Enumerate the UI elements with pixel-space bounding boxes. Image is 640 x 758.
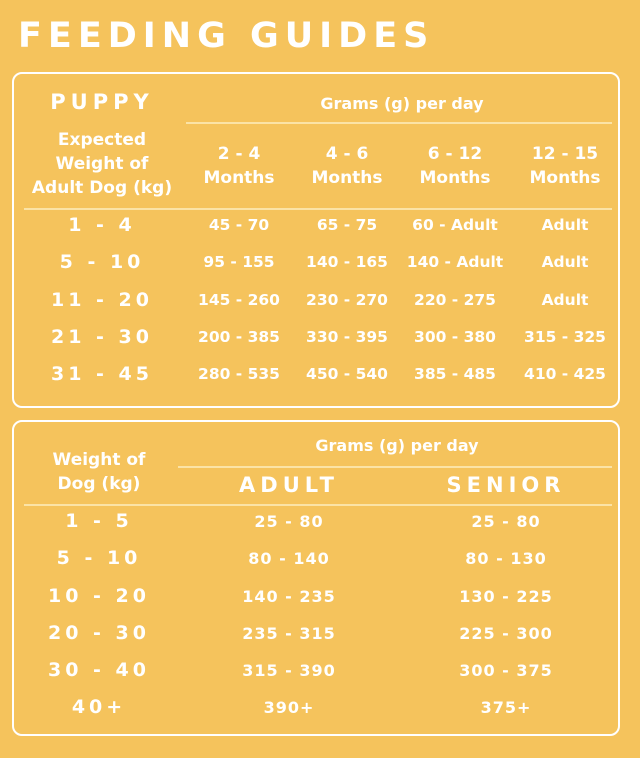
grams-cell: 140 - Adult xyxy=(406,253,504,271)
senior-grams-cell: 25 - 80 xyxy=(471,512,541,531)
weight-range: 5 - 10 xyxy=(56,547,142,569)
weight-range: 20 - 30 xyxy=(48,622,150,644)
adult-weight-header-line: Weight of xyxy=(52,450,146,470)
senior-grams-cell: 375+ xyxy=(480,698,532,717)
adult-table-divider xyxy=(24,504,612,506)
adult-header-divider xyxy=(178,466,612,468)
puppy-weight-header-line: Weight of xyxy=(55,154,149,174)
adult-weight-header xyxy=(14,448,184,496)
age-unit: Months xyxy=(529,168,601,188)
puppy-weight-header xyxy=(14,128,190,200)
grams-cell: Adult xyxy=(541,291,589,309)
puppy-age-column-header xyxy=(184,142,294,190)
adult-weight-header-line: Dog (kg) xyxy=(57,474,141,494)
grams-cell: 200 - 385 xyxy=(198,328,280,346)
senior-grams-cell: 130 - 225 xyxy=(459,587,553,606)
adult-column-header: ADULT xyxy=(239,473,339,497)
age-unit: Months xyxy=(311,168,383,188)
grams-cell: 145 - 260 xyxy=(198,291,280,309)
adult-grams-cell: 235 - 315 xyxy=(242,624,336,643)
age-range: 12 - 15 xyxy=(531,144,599,164)
grams-cell: Adult xyxy=(541,253,589,271)
weight-range: 1 - 5 xyxy=(65,510,133,532)
weight-range: 30 - 40 xyxy=(48,659,150,681)
adult-grams-cell: 140 - 235 xyxy=(242,587,336,606)
grams-cell: 95 - 155 xyxy=(203,253,275,271)
grams-cell: 330 - 395 xyxy=(306,328,388,346)
senior-grams-cell: 300 - 375 xyxy=(459,661,553,680)
senior-grams-cell: 80 - 130 xyxy=(465,549,547,568)
age-range: 6 - 12 xyxy=(427,144,483,164)
grams-cell: 385 - 485 xyxy=(414,365,496,383)
grams-cell: Adult xyxy=(541,216,589,234)
puppy-age-column-header xyxy=(400,142,510,190)
page-title: FEEDING GUIDES xyxy=(18,16,435,56)
puppy-age-column-header xyxy=(510,142,620,190)
age-range: 4 - 6 xyxy=(325,144,369,164)
grams-cell: 65 - 75 xyxy=(316,216,378,234)
senior-grams-cell: 225 - 300 xyxy=(459,624,553,643)
adult-grams-cell: 80 - 140 xyxy=(248,549,330,568)
grams-cell: 220 - 275 xyxy=(414,291,496,309)
grams-cell: 230 - 270 xyxy=(306,291,388,309)
grams-cell: 280 - 535 xyxy=(198,365,280,383)
weight-range: 31 - 45 xyxy=(51,363,153,385)
weight-range: 40+ xyxy=(71,696,127,718)
age-unit: Months xyxy=(419,168,491,188)
puppy-header-divider xyxy=(186,122,612,124)
adult-grams-cell: 390+ xyxy=(263,698,315,717)
age-unit: Months xyxy=(203,168,275,188)
puppy-table-divider xyxy=(24,208,612,210)
weight-range: 1 - 4 xyxy=(68,214,136,236)
age-range: 2 - 4 xyxy=(217,144,261,164)
puppy-weight-header-line: Adult Dog (kg) xyxy=(31,178,173,198)
adult-grams-label: Grams (g) per day xyxy=(315,436,479,455)
puppy-age-column-header xyxy=(292,142,402,190)
puppy-feeding-table xyxy=(12,72,620,408)
grams-cell: 45 - 70 xyxy=(208,216,270,234)
grams-cell: 315 - 325 xyxy=(524,328,606,346)
puppy-section-title: PUPPY xyxy=(50,90,154,114)
adult-senior-feeding-table xyxy=(12,420,620,736)
grams-cell: 140 - 165 xyxy=(306,253,388,271)
weight-range: 5 - 10 xyxy=(59,251,145,273)
grams-cell: 410 - 425 xyxy=(524,365,606,383)
weight-range: 11 - 20 xyxy=(51,289,153,311)
weight-range: 10 - 20 xyxy=(48,585,150,607)
weight-range: 21 - 30 xyxy=(51,326,153,348)
puppy-weight-header-line: Expected xyxy=(57,130,147,150)
adult-grams-cell: 315 - 390 xyxy=(242,661,336,680)
grams-cell: 60 - Adult xyxy=(412,216,498,234)
puppy-grams-label: Grams (g) per day xyxy=(320,94,484,113)
grams-cell: 450 - 540 xyxy=(306,365,388,383)
senior-column-header: SENIOR xyxy=(446,473,566,497)
adult-grams-cell: 25 - 80 xyxy=(254,512,324,531)
grams-cell: 300 - 380 xyxy=(414,328,496,346)
